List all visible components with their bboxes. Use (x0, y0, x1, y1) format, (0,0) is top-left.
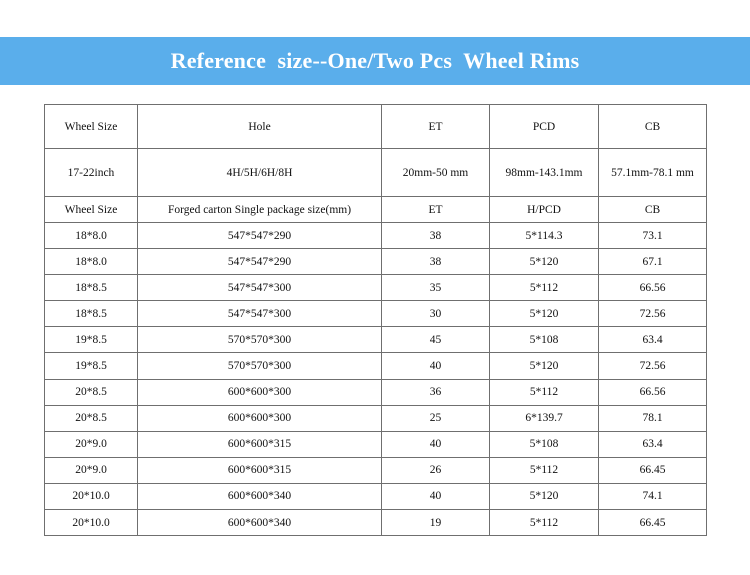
hpcd-cell: 5*120 (490, 301, 599, 327)
et-cell: 40 (382, 483, 490, 509)
carton-size-cell: 600*600*315 (138, 457, 382, 483)
hpcd-cell: 5*114.3 (490, 223, 599, 249)
wheel-size-cell: 20*8.5 (45, 405, 138, 431)
wheel-size-cell: 18*8.0 (45, 249, 138, 275)
header-cell-et: ET (382, 105, 490, 149)
cb-cell: 74.1 (599, 483, 707, 509)
wheel-size-cell: 18*8.0 (45, 223, 138, 249)
value-cell-et: 20mm-50 mm (382, 149, 490, 197)
et-cell: 36 (382, 379, 490, 405)
carton-size-cell: 570*570*300 (138, 353, 382, 379)
et-cell: 19 (382, 510, 490, 536)
cb-cell: 63.4 (599, 327, 707, 353)
carton-size-cell: 547*547*300 (138, 275, 382, 301)
header-cell-pcd: PCD (490, 105, 599, 149)
hpcd-cell: 5*120 (490, 353, 599, 379)
cb-cell: 67.1 (599, 249, 707, 275)
hpcd-cell: 5*108 (490, 327, 599, 353)
page-title: Reference size--One/Two Pcs Wheel Rims (170, 48, 580, 73)
title-banner (0, 37, 750, 85)
cb-cell: 73.1 (599, 223, 707, 249)
hpcd-cell: 5*108 (490, 431, 599, 457)
et-cell: 40 (382, 431, 490, 457)
wheel-size-cell: 18*8.5 (45, 301, 138, 327)
et-cell: 40 (382, 353, 490, 379)
wheel-size-cell: 20*9.0 (45, 431, 138, 457)
hpcd-cell: 5*120 (490, 483, 599, 509)
hpcd-cell: 6*139.7 (490, 405, 599, 431)
et-cell: 26 (382, 457, 490, 483)
carton-size-cell: 600*600*340 (138, 510, 382, 536)
header-cell-cb: CB (599, 105, 707, 149)
wheel-size-cell: 20*8.5 (45, 379, 138, 405)
wheel-size-cell: 19*8.5 (45, 353, 138, 379)
size-header-cb: CB (599, 197, 707, 223)
wheel-size-cell: 20*10.0 (45, 510, 138, 536)
carton-size-cell: 547*547*290 (138, 249, 382, 275)
carton-size-cell: 600*600*300 (138, 379, 382, 405)
table-row (45, 457, 707, 483)
et-cell: 25 (382, 405, 490, 431)
header-cell-wheel-size: Wheel Size (45, 105, 138, 149)
et-cell: 38 (382, 223, 490, 249)
size-header-wheel-size: Wheel Size (45, 197, 138, 223)
wheel-spec-table (44, 104, 707, 536)
value-cell-pcd: 98mm-143.1mm (490, 149, 599, 197)
hpcd-cell: 5*112 (490, 457, 599, 483)
value-cell-cb: 57.1mm-78.1 mm (599, 149, 707, 197)
value-cell-wheel-size: 17-22inch (45, 149, 138, 197)
size-header-hpcd: H/PCD (490, 197, 599, 223)
spec-header-row (45, 105, 707, 149)
size-header-et: ET (382, 197, 490, 223)
table-row (45, 483, 707, 509)
wheel-size-cell: 19*8.5 (45, 327, 138, 353)
carton-size-cell: 600*600*300 (138, 405, 382, 431)
et-cell: 38 (382, 249, 490, 275)
hpcd-cell: 5*112 (490, 510, 599, 536)
cb-cell: 72.56 (599, 353, 707, 379)
table-row (45, 510, 707, 536)
wheel-size-cell: 20*10.0 (45, 483, 138, 509)
table-row (45, 353, 707, 379)
size-header-carton-size: Forged carton Single package size(mm) (138, 197, 382, 223)
value-cell-hole: 4H/5H/6H/8H (138, 149, 382, 197)
wheel-size-cell: 20*9.0 (45, 457, 138, 483)
et-cell: 35 (382, 275, 490, 301)
hpcd-cell: 5*112 (490, 379, 599, 405)
table-row (45, 405, 707, 431)
spec-values-row (45, 149, 707, 197)
table-row (45, 301, 707, 327)
cb-cell: 78.1 (599, 405, 707, 431)
et-cell: 30 (382, 301, 490, 327)
cb-cell: 66.45 (599, 457, 707, 483)
cb-cell: 66.56 (599, 379, 707, 405)
size-table-header-row (45, 197, 707, 223)
hpcd-cell: 5*112 (490, 275, 599, 301)
spec-table-body (45, 105, 707, 536)
carton-size-cell: 547*547*300 (138, 301, 382, 327)
et-cell: 45 (382, 327, 490, 353)
carton-size-cell: 547*547*290 (138, 223, 382, 249)
table-row (45, 275, 707, 301)
carton-size-cell: 600*600*315 (138, 431, 382, 457)
hpcd-cell: 5*120 (490, 249, 599, 275)
cb-cell: 63.4 (599, 431, 707, 457)
table-row (45, 327, 707, 353)
table-row (45, 249, 707, 275)
carton-size-cell: 600*600*340 (138, 483, 382, 509)
table-row (45, 379, 707, 405)
table-row (45, 431, 707, 457)
cb-cell: 66.45 (599, 510, 707, 536)
cb-cell: 66.56 (599, 275, 707, 301)
table-row (45, 223, 707, 249)
cb-cell: 72.56 (599, 301, 707, 327)
wheel-size-cell: 18*8.5 (45, 275, 138, 301)
header-cell-hole: Hole (138, 105, 382, 149)
carton-size-cell: 570*570*300 (138, 327, 382, 353)
